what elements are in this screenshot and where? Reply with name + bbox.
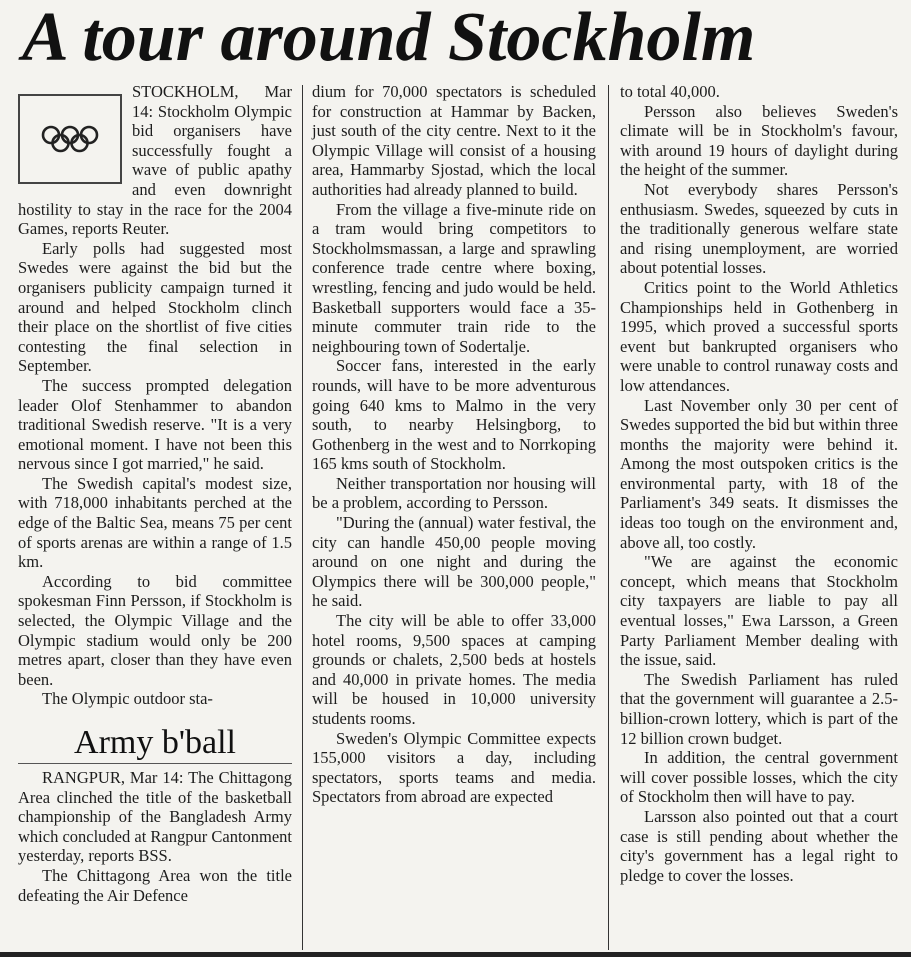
paragraph: The success prompted delegation leader Olof Stenhammer to abandon traditional Swedish reserve. "It is a very emotional moment. I have not been this nervous since I got married," he said. [18, 375, 292, 474]
paragraph: Not everybody shares Persson's enthusiasm. Swedes, squeezed by cuts in the traditionally generous welfare state and rising unemployment, are worried about potential losses. [620, 179, 898, 278]
sidebar-story [18, 723, 292, 905]
paragraph: Soccer fans, interested in the early rounds, will have to be more adventurous going 640 kms to Malmo in the very south, to nearby Helsingborg, to Gothenberg in the west and to Norrkoping 165 kms south of Stockholm. [312, 356, 596, 474]
olympic-logo [18, 94, 122, 184]
article-column-2 [312, 82, 596, 807]
paragraph: The Swedish Parliament has ruled that the government will guarantee a 2.5-billion-crown lottery, which is part of the 12 billion crown budget. [620, 669, 898, 748]
paragraph: STOCKHOLM, Mar 14: Stockholm Olympic bid organisers have successfully fought a wave of public apathy and even downright hostility to stay in the race for the 2004 Games, reports Reuter. [18, 82, 292, 239]
paragraph: Last November only 30 per cent of Swedes supported the bid but within three months the majority were behind it. Among the most outspoken critics is the environmental party, with 18 of the Parliament's 349 seats. It dismisses the ideas too tough on the environment and, above all, too costly. [620, 395, 898, 552]
paragraph: to total 40,000. [620, 82, 720, 101]
paragraph: The city will be able to offer 33,000 hotel rooms, 9,500 spaces at camping grounds or chalets, 2,500 beds at hostels and 40,000 in private homes. The media will be housed in 10,000 university students rooms. [312, 611, 596, 728]
paragraph: The Chittagong Area won the title defeating the Air Defence [18, 865, 292, 905]
paragraph: Neither transportation nor housing will be a problem, according to Persson. [312, 473, 596, 513]
paragraph: Early polls had suggested most Swedes were against the bid but the organisers publicity campaign turned it around and helped Stockholm clinch their place on the shortlist of five cities contesting the final selection in September. [18, 238, 292, 376]
paragraph: RANGPUR, Mar 14: The Chittagong Area clinched the title of the basketball championship of the Bangladesh Army which concluded at Rangpur Cantonment yesterday, reports BSS. [18, 768, 293, 866]
paragraph: Persson also believes Sweden's climate will be in Stockholm's favour, with around 19 hours of daylight during the height of the summer. [620, 101, 898, 180]
paragraph: In addition, the central government will cover possible losses, which the city of Stockholm then will have to pay. [620, 748, 898, 807]
paragraph: The Olympic outdoor sta- [42, 689, 213, 709]
paragraph: From the village a five-minute ride on a tram would bring competitors to Stockholmsmassan, a large and sprawling conference trade centre where boxing, wrestling, fencing and judo would be held. Basketball supporters would face a 35-minute commuter train ride to the neighbouring town of Sodertalje. [312, 199, 596, 356]
article-column-1 [18, 82, 292, 905]
column-divider [608, 85, 609, 950]
paragraph: "During the (annual) water festival, the city can handle 450,00 people moving around on one night and during the Olympics there will be 300,000 people," he said. [312, 513, 596, 611]
column-divider [302, 85, 303, 950]
paragraph: Sweden's Olympic Committee expects 155,000 visitors a day, including spectators, sports teams and media. Spectators from abroad are expected [312, 728, 596, 807]
article-column-3 [620, 82, 898, 885]
paragraph: According to bid committee spokesman Finn Persson, if Stockholm is selected, the Olympic Village and the Olympic stadium would only be 200 metres apart, closer than they have even been. [18, 571, 292, 689]
paragraph: Larsson also pointed out that a court case is still pending about whether the city's government has a legal right to pledge to cover the losses. [620, 806, 898, 885]
sidebar-story-headline: Army b'ball [18, 723, 292, 764]
bottom-rule [0, 952, 911, 957]
article-headline: A tour around Stockholm [22, 0, 756, 76]
paragraph: Critics point to the World Athletics Championships held in Gothenberg in 1995, which proved a successful sports event but bankrupted organisers who were unable to control runaway costs and low attendances. [620, 277, 898, 395]
olympic-rings-icon [40, 124, 100, 154]
paragraph: The Swedish capital's modest size, with 718,000 inhabitants perched at the edge of the Baltic Sea, means 75 per cent of sports arenas are within a range of 1.5 km. [18, 473, 292, 572]
paragraph: dium for 70,000 spectators is scheduled for construction at Hammar by Backen, just south of the city centre. Next to it the Olympic Village will consist of a housing area, Hammarby Sjostad, which the local authorities had already planned to build. [312, 82, 596, 199]
paragraph: "We are against the economic concept, which means that Stockholm city taxpayers are liable to pay all eventual losses," Ewa Larsson, a Green Party Parliament Member dealing with the issue, said. [620, 552, 898, 670]
